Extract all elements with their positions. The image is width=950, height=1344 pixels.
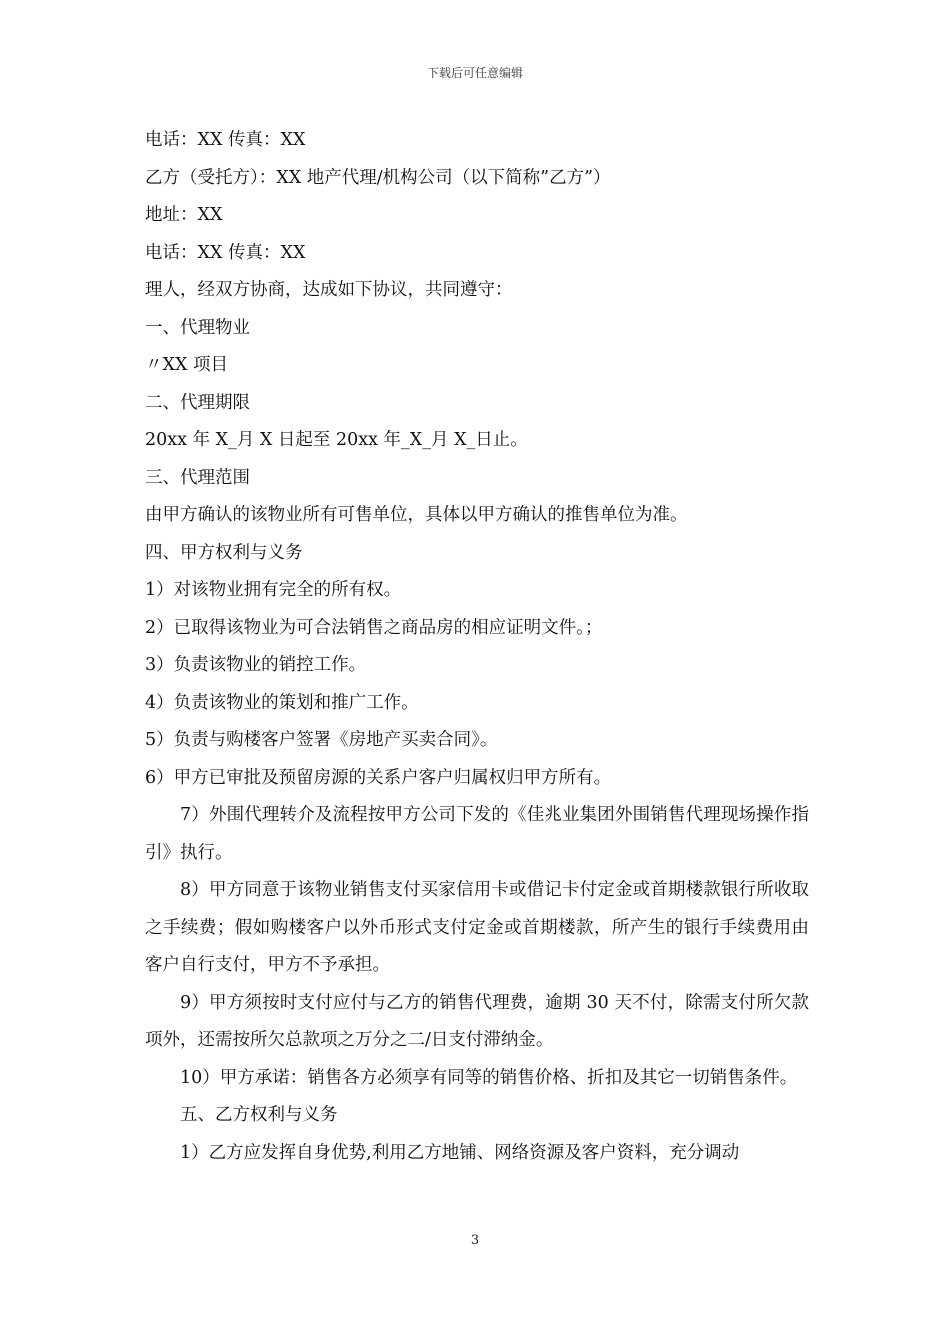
section-heading-4: 四、甲方权利与义务 [145, 542, 303, 563]
agency-scope-line: 由甲方确认的该物业所有可售单位，具体以甲方确认的推售单位为准。 [145, 505, 688, 525]
section-heading-3: 三、代理范围 [145, 467, 250, 488]
party-a-item-8: 8）甲方同意于该物业销售支付买家信用卡或借记卡付定金或首期楼款银行所收取之手续费；假如购楼客户以外币形式支付定金或首期楼款，所产生的银行手续费用由客户自行支付，甲方不予承担。 [145, 880, 809, 975]
section-heading-5: 五、乙方权利与义务 [180, 1105, 338, 1125]
party-b-phone-line: 电话：XX 传真：XX [145, 242, 306, 263]
party-a-item-3: 3）负责该物业的销控工作。 [145, 655, 367, 675]
agreement-intro-line: 理人，经双方协商，达成如下协议，共同遵守： [145, 280, 513, 300]
party-a-item-7: 7）外围代理转介及流程按甲方公司下发的《佳兆业集团外围销售代理现场操作指引》执行。 [145, 805, 809, 863]
party-a-item-1: 1）对该物业拥有完全的所有权。 [145, 580, 402, 600]
party-b-line: 乙方（受托方）：XX 地产代理/机构公司（以下简称”乙方”） [145, 167, 611, 188]
section-heading-1: 一、代理物业 [145, 317, 250, 338]
agency-period-line: 20xx 年 X_月 X 日起至 20xx 年_X_月 X_日止。 [145, 430, 528, 450]
party-a-item-10: 10）甲方承诺：销售各方必须享有同等的销售价格、折扣及其它一切销售条件。 [180, 1067, 798, 1088]
party-b-address-line: 地址：XX [145, 205, 223, 225]
party-a-item-5: 5）负责与购楼客户签署《房地产买卖合同》。 [145, 730, 498, 750]
party-a-item-4: 4）负责该物业的策划和推广工作。 [145, 692, 419, 713]
section-heading-2: 二、代理期限 [145, 392, 250, 413]
party-a-item-6: 6）甲方已审批及预留房源的关系户客户归属权归甲方所有。 [145, 767, 612, 788]
page-number: 3 [470, 1233, 480, 1248]
page-header-note: 下载后可任意编辑 [426, 66, 523, 80]
party-b-item-1: 1）乙方应发挥自身优势,利用乙方地铺、网络资源及客户资料，充分调动 [180, 1142, 740, 1163]
party-a-item-2: 2）已取得该物业为可合法销售之商品房的相应证明文件。； [145, 617, 603, 638]
party-a-phone-line: 电话：XX 传真：XX [145, 130, 306, 150]
property-name-line: 〃XX 项目 [145, 355, 228, 375]
document-body [145, 122, 809, 1172]
party-a-item-9: 9）甲方须按时支付应付与乙方的销售代理费，逾期 30 天不付，除需支付所欠款项外，还需按所欠总款项之万分之二/日支付滞纳金。 [145, 992, 809, 1050]
